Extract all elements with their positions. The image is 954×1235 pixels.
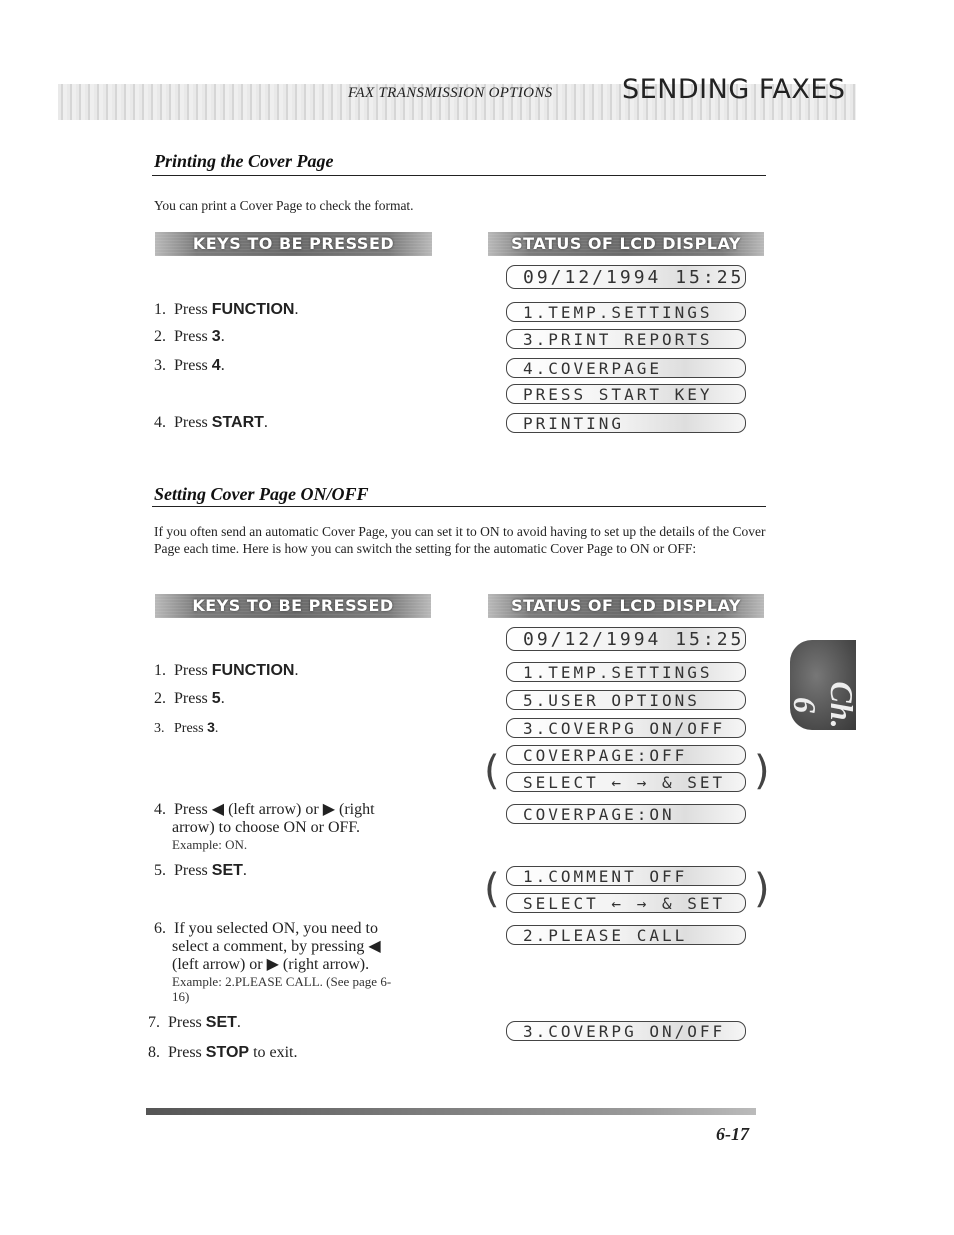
keys-banner: KEYS TO BE PRESSED <box>155 232 432 256</box>
cycle-bracket-left: ( <box>484 748 500 794</box>
lcd-display: SELECT ← → & SET <box>506 772 746 792</box>
step-1: 1. Press FUNCTION. <box>154 301 299 318</box>
lcd-display: 3.PRINT REPORTS <box>506 329 746 349</box>
lcd-display: PRINTING <box>506 413 746 433</box>
section-intro: If you often send an automatic Cover Page, you can set it to ON to avoid having to set up the details of the Cover Page each time. Here is how you can switch the setting for the automatic Cover Page to ON or OFF: <box>154 524 766 556</box>
key-3: 3 <box>211 328 221 345</box>
key-5: 5 <box>211 690 221 707</box>
key-set: SET <box>205 1014 237 1031</box>
step-5: 5. Press SET. <box>154 862 247 879</box>
example-text: Example: ON. <box>172 837 248 852</box>
step-3: 3. Press 4. <box>154 357 225 374</box>
example-text: Example: 2.PLEASE CALL. (See page 6- <box>172 974 392 989</box>
section-title-setting-cover-page: Setting Cover Page ON/OFF <box>154 484 369 504</box>
section-intro: You can print a Cover Page to check the format. <box>154 198 414 213</box>
chapter-title: SENDING FAXES <box>622 74 846 105</box>
lcd-display: 2.PLEASE CALL <box>506 925 746 945</box>
lcd-display: COVERPAGE:ON <box>506 804 746 824</box>
status-banner: STATUS OF LCD DISPLAY <box>488 594 764 618</box>
step-3: 3. Press 3. <box>154 719 219 736</box>
section-rule <box>152 506 766 507</box>
lcd-display: 09/12/1994 15:25 <box>506 265 746 289</box>
key-start: START <box>211 414 264 431</box>
step-4: 4. Press ◀ (left arrow) or ▶ (right arrow) to choose ON or OFF. Example: ON. <box>154 801 444 852</box>
lcd-display: 09/12/1994 15:25 <box>506 627 746 651</box>
lcd-display: 3.COVERPG ON/OFF <box>506 718 746 738</box>
cycle-bracket-right: ) <box>754 866 770 912</box>
cycle-bracket-left: ( <box>484 866 500 912</box>
step-7: 7. Press SET. <box>148 1014 241 1031</box>
lcd-display: SELECT ← → & SET <box>506 893 746 913</box>
section-title-printing-cover-page: Printing the Cover Page <box>154 151 334 171</box>
step-6: 6. If you selected ON, you need to select a comment, by pressing ◀ (left arrow) or ▶ (right arrow). Example: 2.PLEASE CALL. (See page 6- 16) <box>154 920 444 1004</box>
key-stop: STOP <box>205 1044 250 1061</box>
lcd-display: 3.COVERPG ON/OFF <box>506 1021 746 1041</box>
lcd-display: 1.TEMP.SETTINGS <box>506 662 746 682</box>
step-2: 2. Press 3. <box>154 328 225 345</box>
keys-banner: KEYS TO BE PRESSED <box>155 594 431 618</box>
step-8: 8. Press STOP to exit. <box>148 1044 298 1061</box>
lcd-display: 1.COMMENT OFF <box>506 866 746 886</box>
lcd-display: 4.COVERPAGE <box>506 358 746 378</box>
step-1: 1. Press FUNCTION. <box>154 662 299 679</box>
status-banner: STATUS OF LCD DISPLAY <box>488 232 764 256</box>
lcd-display: 5.USER OPTIONS <box>506 690 746 710</box>
key-function: FUNCTION <box>211 662 295 679</box>
page-number: 6-17 <box>716 1124 749 1144</box>
footer-bar <box>146 1108 756 1115</box>
lcd-display: PRESS START KEY <box>506 384 746 404</box>
lcd-display: 1.TEMP.SETTINGS <box>506 302 746 322</box>
section-label: FAX TRANSMISSION OPTIONS <box>348 85 553 101</box>
key-function: FUNCTION <box>211 301 295 318</box>
key-4: 4 <box>211 357 221 374</box>
step-4: 4. Press START. <box>154 414 268 431</box>
lcd-display: COVERPAGE:OFF <box>506 745 746 765</box>
key-set: SET <box>211 862 243 879</box>
chapter-tab: Ch. 6 <box>790 640 856 730</box>
step-2: 2. Press 5. <box>154 690 225 707</box>
cycle-bracket-right: ) <box>754 748 770 794</box>
key-3: 3 <box>207 719 215 735</box>
section-rule <box>152 175 766 176</box>
